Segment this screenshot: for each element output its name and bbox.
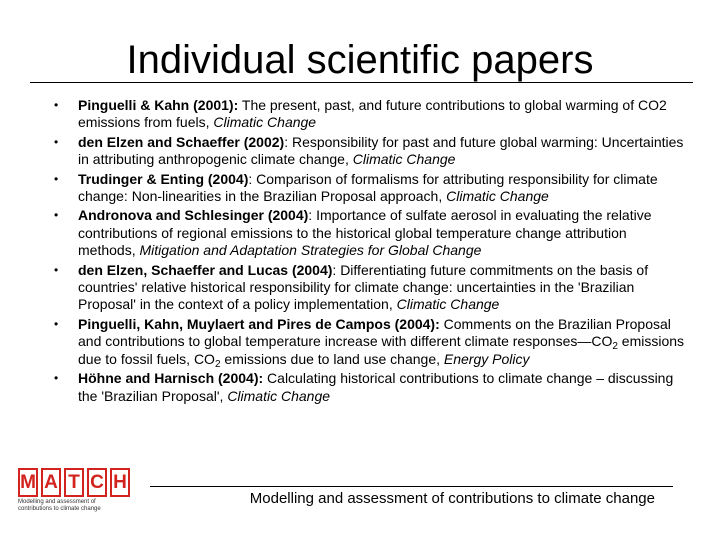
reference-journal: Climatic Change: [396, 296, 500, 313]
reference-authors: Trudinger & Enting (2004): [78, 170, 249, 187]
list-item: [54, 171, 688, 206]
subscript: 2: [612, 341, 618, 353]
logo-subtitle-line: Modelling and assessment of: [18, 499, 96, 505]
list-item: [54, 370, 688, 405]
reference-authors: den Elzen, Schaeffer and Lucas (2004): [78, 261, 333, 278]
footer-text: Modelling and assessment of contributions to climate change: [249, 490, 655, 507]
match-logo: [18, 468, 130, 528]
reference-text: : Differentiating future commitments on the basis of countries' relative historical responsibility for climate change: uncertainties in the 'Brazilian Proposal' in the context of a policy implementation,: [78, 261, 649, 313]
bullet-icon: •: [54, 316, 59, 331]
logo-letter-h: H: [110, 468, 130, 497]
reference-journal: Mitigation and Adaptation Strategies for Global Change: [139, 242, 482, 259]
reference-text: The present, past, and future contributions to global warming of CO2 emissions from fuels,: [78, 97, 667, 131]
bullet-icon: •: [54, 371, 59, 386]
reference-journal: Climatic Change: [227, 387, 331, 404]
reference-authors: Andronova and Schlesinger (2004): [78, 207, 309, 224]
logo-subtitle: [18, 499, 130, 513]
logo-subtitle-line: contributions to climate change: [18, 506, 101, 512]
footer-rule: [150, 486, 673, 487]
subscript: 2: [214, 358, 221, 370]
list-item: [54, 97, 688, 132]
logo-letter-t: T: [64, 468, 84, 497]
reference-text: : Comparison of formalisms for attributing responsibility for climate change: Non-linearities in the Brazilian Proposal approach,: [78, 170, 658, 205]
reference-text: emissions due to fossil fuels, CO: [78, 333, 685, 367]
bullet-icon: •: [54, 262, 59, 277]
logo-letter-c: C: [87, 468, 107, 497]
reference-journal: Climatic Change: [213, 114, 317, 131]
logo-letter-a: A: [41, 468, 61, 497]
logo-letter-m: M: [18, 468, 38, 497]
list-item: [54, 262, 688, 314]
reference-text: Calculating historical contributions to climate change – discussing the 'Brazilian Proposal',: [78, 370, 674, 404]
reference-authors: Pinguelli, Kahn, Muylaert and Pires de Campos (2004):: [78, 315, 440, 332]
reference-text: : Responsibility for past and future global warming: Uncertainties in attributing anthropogenic climate change,: [78, 133, 684, 168]
bullet-icon: •: [54, 134, 59, 149]
reference-journal: Energy Policy: [443, 350, 530, 367]
bullet-icon: •: [54, 98, 59, 112]
reference-text: : Importance of sulfate aerosol in evaluating the relative contributions of regional emissions to the historical global temperature change attribution methods,: [78, 207, 652, 259]
list-item: [54, 207, 688, 259]
reference-journal: Climatic Change: [446, 188, 549, 205]
bullet-icon: •: [54, 208, 59, 223]
reference-list: [54, 97, 688, 407]
slide-title: Individual scientific papers: [126, 38, 594, 82]
reference-text: Comments on the Brazilian Proposal and contributions to global temperature increase with different climate responses—CO: [78, 315, 671, 350]
bullet-icon: •: [54, 171, 59, 186]
list-item: [54, 316, 688, 368]
reference-authors: den Elzen and Schaeffer (2002): [78, 133, 285, 150]
reference-journal: Climatic Change: [352, 151, 456, 168]
logo-letters: [18, 468, 130, 497]
reference-authors: Höhne and Harnisch (2004):: [78, 370, 264, 387]
list-item: [54, 134, 688, 169]
reference-authors: Pinguelli & Kahn (2001):: [78, 97, 239, 113]
title-underline: [30, 82, 693, 83]
reference-text: emissions due to land use change,: [220, 350, 444, 367]
